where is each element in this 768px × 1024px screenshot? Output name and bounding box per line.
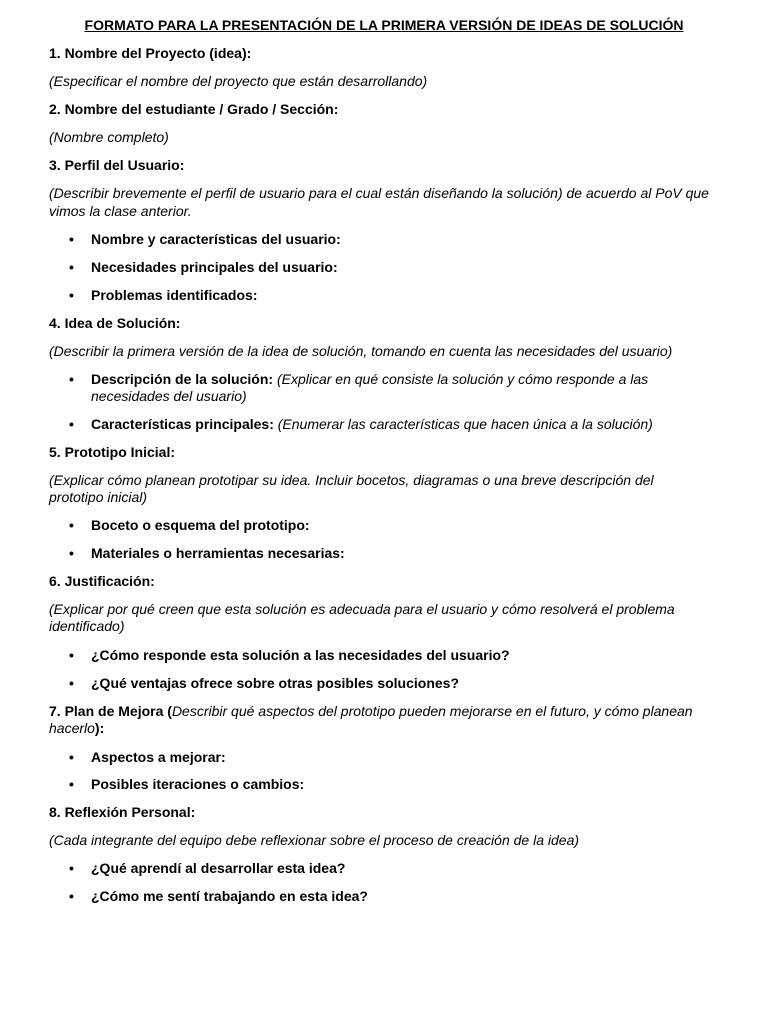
section-3-heading: 3. Perfil del Usuario: <box>49 157 185 173</box>
section-2-note: (Nombre completo) <box>49 129 169 145</box>
section-3-note-line-1: (Describir brevemente el perfil de usuario para el cual están diseñando la solución) de acuerdo al PoV que <box>49 185 709 201</box>
section-8-heading: 8. Reflexión Personal: <box>49 804 196 820</box>
bullet-glyph: • <box>69 675 74 691</box>
bullet-glyph: • <box>69 231 74 247</box>
section-3-note-line-2: vimos la clase anterior. <box>49 203 192 219</box>
section-8-note: (Cada integrante del equipo debe reflexionar sobre el proceso de creación de la idea) <box>49 832 580 848</box>
section-4-item-2 <box>91 416 653 433</box>
section-5-heading: 5. Prototipo Inicial: <box>49 444 176 460</box>
bullet-glyph: • <box>69 888 74 904</box>
section-4-item-2-note: (Enumerar las características que hacen única a la solución) <box>277 416 653 432</box>
section-6-heading: 6. Justificación: <box>49 573 155 589</box>
section-7-heading-line-2 <box>49 720 104 737</box>
section-5-item-2: Materiales o herramientas necesarias: <box>91 545 345 561</box>
bullet-glyph: • <box>69 647 74 663</box>
bullet-glyph: • <box>69 416 74 432</box>
bullet-glyph: • <box>69 517 74 533</box>
document-title: FORMATO PARA LA PRESENTACIÓN DE LA PRIMERA VERSIÓN DE IDEAS DE SOLUCIÓN <box>84 17 684 33</box>
section-7-heading-start: 7. Plan de Mejora ( <box>49 703 172 719</box>
section-8-item-1: ¿Qué aprendí al desarrollar esta idea? <box>91 860 346 876</box>
section-6-note-line-2: identificado) <box>49 618 125 634</box>
section-7-note-line-1: Describir qué aspectos del prototipo pueden mejorarse en el futuro, y cómo planean <box>171 703 693 719</box>
section-5-note-line-2: prototipo inicial) <box>49 489 148 505</box>
section-4-item-1-label: Descripción de la solución: <box>91 371 274 387</box>
section-7-heading <box>49 703 693 720</box>
section-4-note: (Describir la primera versión de la idea de solución, tomando en cuenta las necesidades del usuario) <box>49 343 673 359</box>
bullet-glyph: • <box>69 749 74 765</box>
section-7-note-line-2: hacerlo <box>49 720 95 736</box>
section-4-item-2-label: Características principales: <box>91 416 274 432</box>
section-3-item-3: Problemas identificados: <box>91 287 258 303</box>
section-4-heading: 4. Idea de Solución: <box>49 315 181 331</box>
bullet-glyph: • <box>69 545 74 561</box>
section-7-heading-end: ): <box>94 720 105 736</box>
section-3-item-1: Nombre y características del usuario: <box>91 231 341 247</box>
bullet-glyph: • <box>69 776 74 792</box>
section-6-item-2: ¿Qué ventajas ofrece sobre otras posibles soluciones? <box>91 675 460 691</box>
section-5-note-line-1: (Explicar cómo planean prototipar su idea. Incluir bocetos, diagramas o una breve descripción del <box>49 472 654 488</box>
section-3-item-2: Necesidades principales del usuario: <box>91 259 338 275</box>
section-8-item-2: ¿Cómo me sentí trabajando en esta idea? <box>91 888 368 904</box>
section-5-item-1: Boceto o esquema del prototipo: <box>91 517 310 533</box>
section-7-item-1: Aspectos a mejorar: <box>91 749 226 765</box>
section-4-item-1-note-line-2: necesidades del usuario) <box>91 388 247 404</box>
bullet-glyph: • <box>69 287 74 303</box>
section-1-heading: 1. Nombre del Proyecto (idea): <box>49 45 252 61</box>
section-6-item-1: ¿Cómo responde esta solución a las necesidades del usuario? <box>91 647 510 663</box>
section-4-item-1 <box>91 371 648 388</box>
section-7-item-2: Posibles iteraciones o cambios: <box>91 776 305 792</box>
bullet-glyph: • <box>69 371 74 387</box>
section-6-note-line-1: (Explicar por qué creen que esta solución es adecuada para el usuario y cómo resolverá el problema <box>49 601 675 617</box>
section-1-note: (Especificar el nombre del proyecto que están desarrollando) <box>49 73 428 89</box>
bullet-glyph: • <box>69 860 74 876</box>
section-2-heading: 2. Nombre del estudiante / Grado / Sección: <box>49 101 339 117</box>
section-4-item-1-note: (Explicar en qué consiste la solución y cómo responde a las <box>276 371 649 387</box>
bullet-glyph: • <box>69 259 74 275</box>
